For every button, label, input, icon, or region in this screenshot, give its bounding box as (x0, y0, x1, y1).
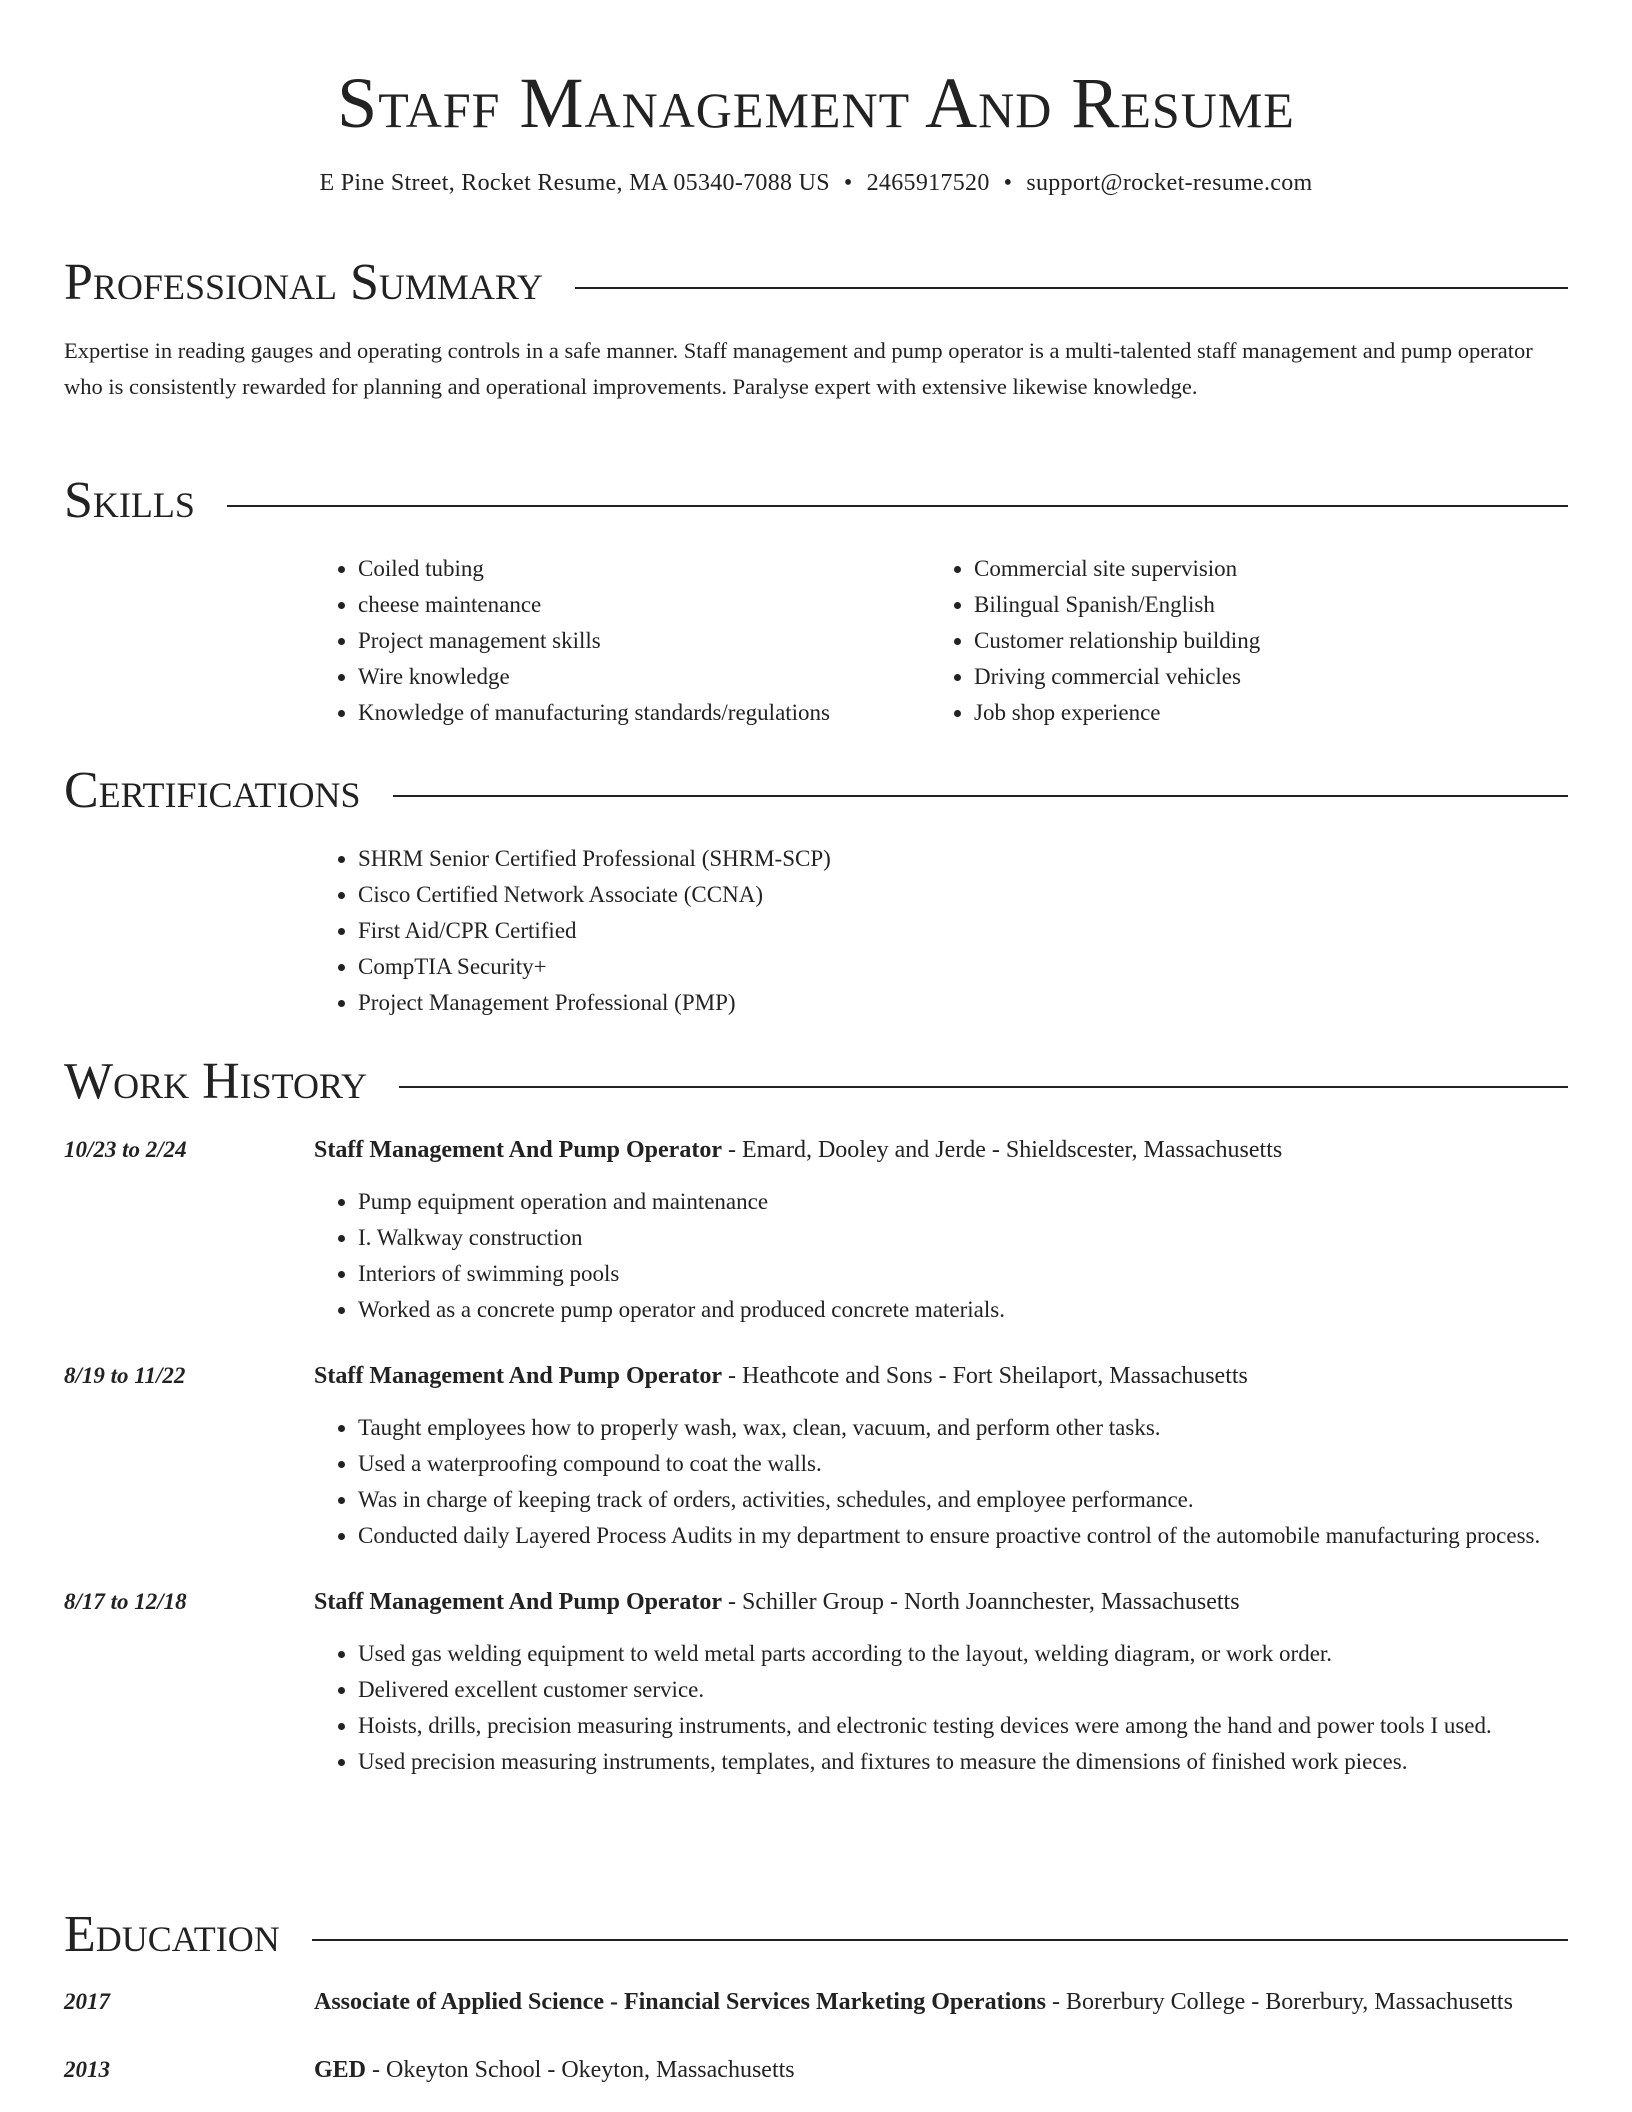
skill-item: • Knowledge of manufacturing standards/regulations (358, 695, 930, 731)
education-section (64, 1903, 1568, 2089)
certification-item: • Project Management Professional (PMP) (358, 985, 1568, 1021)
job-entry (64, 1358, 1568, 1554)
skills-column-left (314, 551, 930, 731)
education-degree: Associate of Applied Science - Financial Services Marketing Operations (314, 1989, 1046, 2015)
job-duty: • Used precision measuring instruments, templates, and fixtures to measure the dimensions of finished work pieces. (358, 1744, 1568, 1780)
section-header (64, 469, 1568, 533)
skill-item: • Customer relationship building (974, 623, 1546, 659)
job-duty: • Used gas welding equipment to weld metal parts according to the layout, welding diagram, or work order. (358, 1636, 1568, 1672)
skill-item: • Coiled tubing (358, 551, 930, 587)
certification-item: • SHRM Senior Certified Professional (SHRM-SCP) (358, 841, 1568, 877)
job-duty: • Was in charge of keeping track of orders, activities, schedules, and employee performance. (358, 1482, 1568, 1518)
job-duty: • Worked as a concrete pump operator and produced concrete materials. (358, 1292, 1568, 1328)
section-header (64, 1903, 1568, 1967)
certifications-section (64, 759, 1568, 1021)
resume-header (0, 60, 1632, 198)
contact-line (0, 168, 1632, 198)
section-title: Work History (64, 1050, 399, 1114)
candidate-name: Staff Management And Resume (337, 63, 1295, 143)
section-title: Professional Summary (64, 251, 575, 315)
job-title-line (314, 1358, 1568, 1394)
summary-section (64, 251, 1568, 405)
certification-item: • CompTIA Security+ (358, 949, 1568, 985)
job-duty: • Taught employees how to properly wash, wax, clean, vacuum, and perform other tasks. (358, 1410, 1568, 1446)
section-divider (64, 505, 1568, 507)
job-duty: • Interiors of swimming pools (358, 1256, 1568, 1292)
job-entry (64, 1584, 1568, 1780)
skills-section (64, 469, 1568, 731)
education-title-line (314, 2051, 1568, 2089)
work-history-section (64, 1050, 1568, 1780)
section-title: Skills (64, 469, 227, 533)
job-title-line (314, 1584, 1568, 1620)
job-role: Staff Management And Pump Operator (314, 1137, 722, 1163)
summary-text: Expertise in reading gauges and operating controls in a safe manner. Staff management and pump operator is a multi-talented staff management and pump operator who is consistently rewarded for planning and operational improvements. Paralyse expert with extensive likewise knowledge. (64, 338, 1533, 399)
job-title-line (314, 1132, 1568, 1168)
job-duty: • I. Walkway construction (358, 1220, 1568, 1256)
skill-item: • Job shop experience (974, 695, 1546, 731)
skill-item: • cheese maintenance (358, 587, 930, 623)
certification-item: • First Aid/CPR Certified (358, 913, 1568, 949)
section-header (64, 251, 1568, 315)
skills-column-right (930, 551, 1546, 731)
job-employer: - Emard, Dooley and Jerde - Shieldscester, Massachusetts (721, 1137, 1283, 1163)
skill-item: • Bilingual Spanish/English (974, 587, 1546, 623)
education-entry (64, 1983, 1568, 2021)
education-school: - Okeyton School - Okeyton, Massachusetts (366, 2057, 795, 2083)
section-title: Certifications (64, 759, 393, 823)
job-dates: 8/17 to 12/18 (64, 1589, 187, 1614)
education-entry (64, 2051, 1568, 2089)
job-duty: • Hoists, drills, precision measuring instruments, and electronic testing devices were among the hand and power tools I used. (358, 1708, 1568, 1744)
section-header (64, 759, 1568, 823)
contact-phone: 2465917520 (866, 170, 990, 196)
job-role: Staff Management And Pump Operator (314, 1363, 722, 1389)
job-duty: • Used a waterproofing compound to coat the walls. (358, 1446, 1568, 1482)
job-employer: - Heathcote and Sons - Fort Sheilaport, Massachusetts (721, 1363, 1248, 1389)
skills-columns (314, 551, 1568, 731)
job-role: Staff Management And Pump Operator (314, 1589, 722, 1615)
job-duty: • Pump equipment operation and maintenance (358, 1184, 1568, 1220)
section-title: Education (64, 1903, 312, 1967)
job-duty: • Delivered excellent customer service. (358, 1672, 1568, 1708)
education-year: 2017 (64, 1989, 110, 2014)
education-title-line (314, 1983, 1568, 2021)
skill-item: • Wire knowledge (358, 659, 930, 695)
contact-separator: • (843, 170, 853, 196)
job-dates: 10/23 to 2/24 (64, 1137, 187, 1162)
certifications-list (314, 841, 1568, 1021)
job-employer: - Schiller Group - North Joannchester, Massachusetts (721, 1589, 1240, 1615)
section-header (64, 1050, 1568, 1114)
education-school: - Borerbury College - Borerbury, Massachusetts (1045, 1989, 1513, 2015)
job-dates: 8/19 to 11/22 (64, 1363, 186, 1388)
contact-separator: • (1003, 170, 1013, 196)
skill-item: • Project management skills (358, 623, 930, 659)
skill-item: • Driving commercial vehicles (974, 659, 1546, 695)
skill-item: • Commercial site supervision (974, 551, 1546, 587)
education-year: 2013 (64, 2057, 110, 2082)
contact-email: support@rocket-resume.com (1026, 170, 1313, 196)
education-degree: GED (314, 2057, 367, 2083)
certification-item: • Cisco Certified Network Associate (CCNA) (358, 877, 1568, 913)
job-entry (64, 1132, 1568, 1328)
job-duty: • Conducted daily Layered Process Audits in my department to ensure proactive control of the automobile manufacturing process. (358, 1518, 1568, 1554)
contact-address: E Pine Street, Rocket Resume, MA 05340-7088 US (319, 170, 830, 196)
